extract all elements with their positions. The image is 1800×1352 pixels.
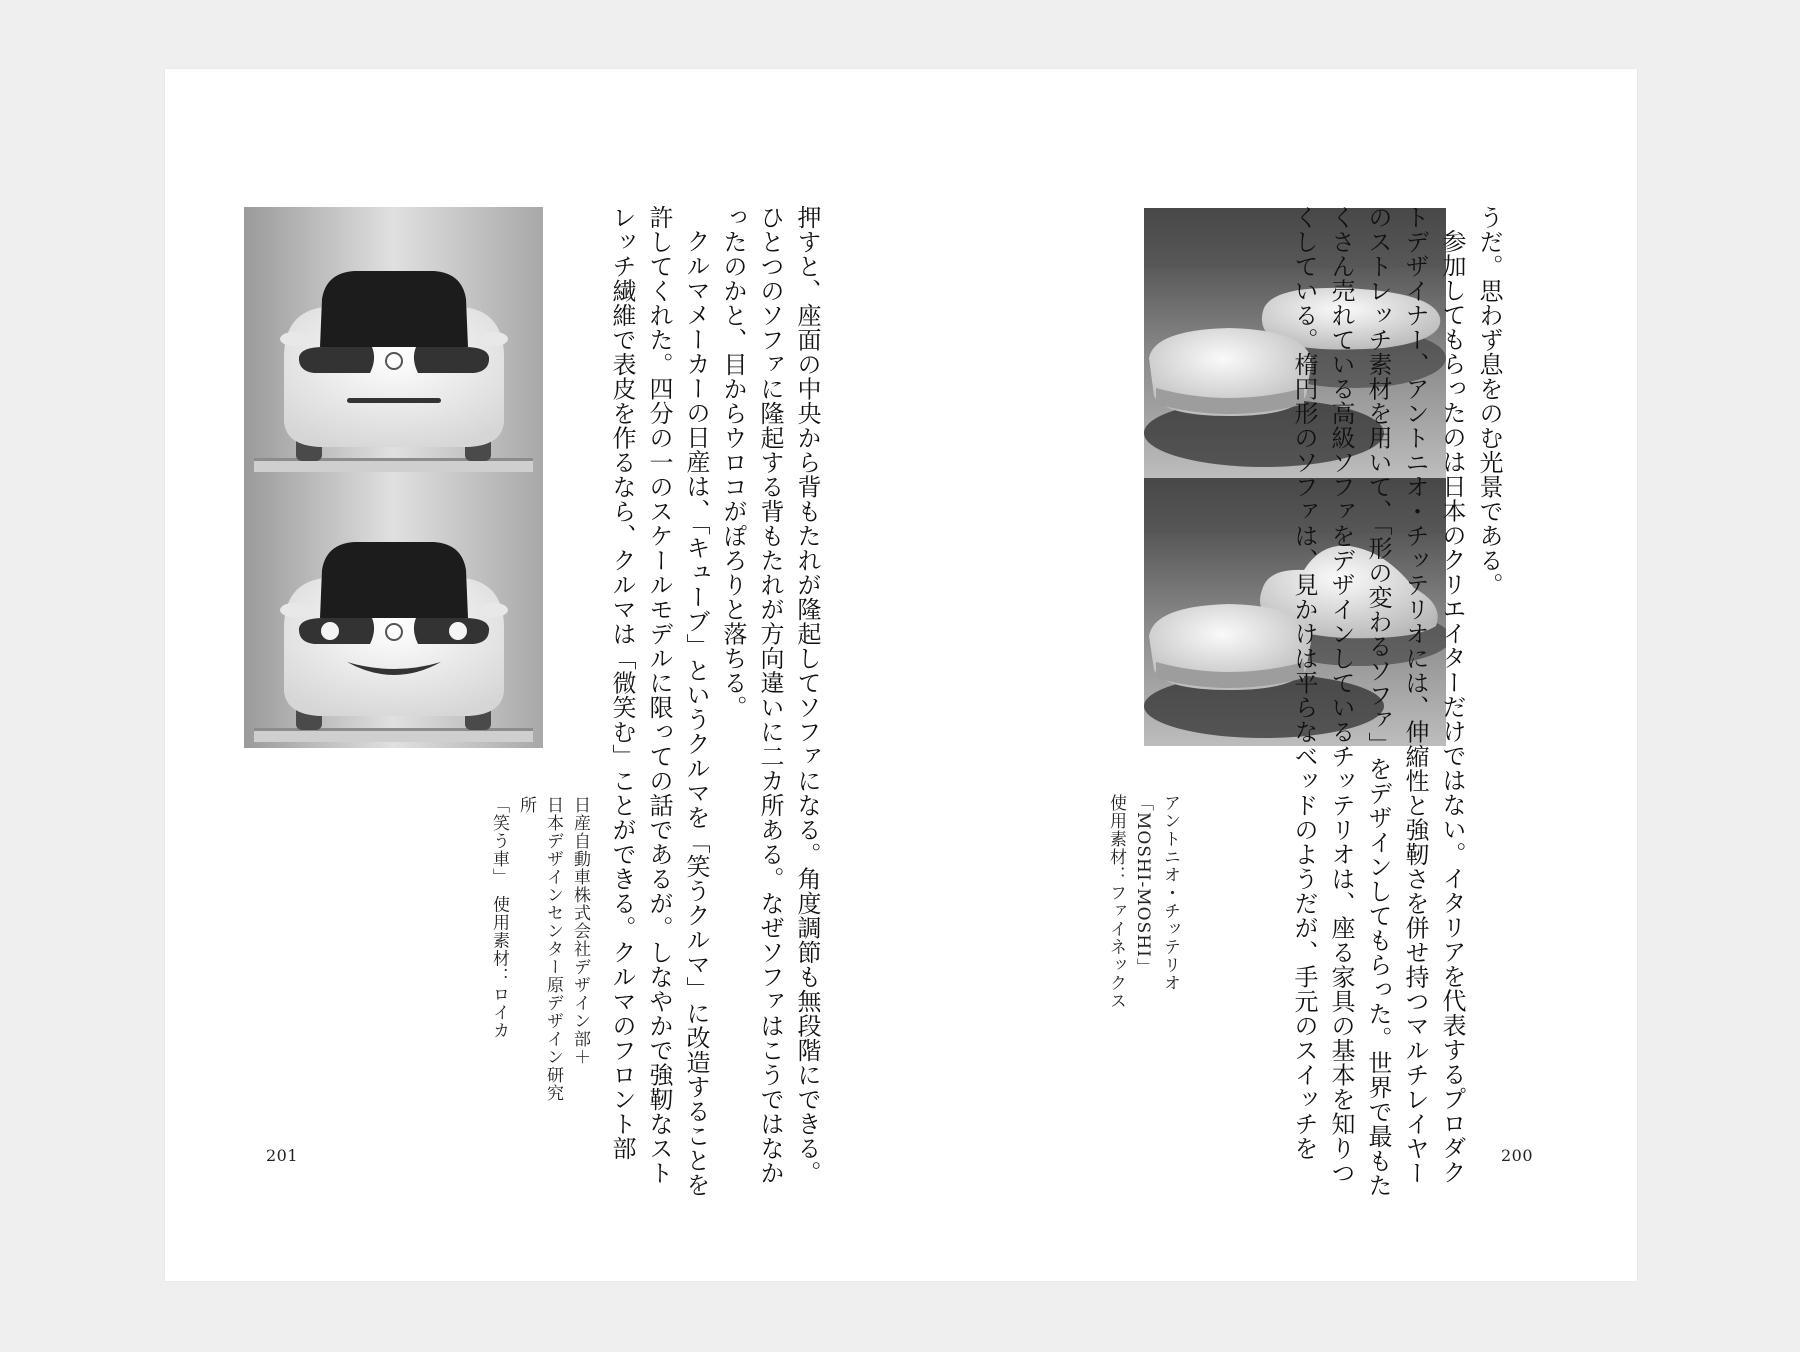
page-number: 201 xyxy=(266,1146,299,1165)
caption-line: 「MOSHI-MOSHI」 xyxy=(1133,794,1153,976)
car-photo-smiling xyxy=(244,478,543,748)
caption-moshi-moshi xyxy=(1102,794,1183,1094)
caption-line: 使用素材：ファイネックス xyxy=(1106,794,1126,1010)
page-200 xyxy=(901,69,1637,1281)
page-number: 200 xyxy=(1500,1146,1533,1165)
caption-laughing-car xyxy=(485,796,593,1116)
caption-line: 「笑う車」 使用素材：ロイカ xyxy=(489,796,509,1040)
body-text-200 xyxy=(1290,205,1507,1205)
page-201 xyxy=(165,69,901,1281)
body-text-201 xyxy=(585,205,825,1205)
paragraph: 参加してもらったのは日本のクリエイターだけではない。イタリアを代表するプロダクトデザイナー、アントニオ・チッテリオには、伸縮性と強靭さを併せ持つマルチレイヤーのストレッチ素材を用いて、「形の変わるソファ」をデザインしてもらった。世界で最もたくさん売れている高級ソファをデザインしているチッテリオは、座る家具の基本を知りつくしている。楕円形のソファは、見かけは平らなベッドのようだが、手元のスイッチを xyxy=(1290,205,1466,1198)
caption-line: アントニオ・チッテリオ xyxy=(1160,794,1180,992)
caption-line: 日産自動車株式会社デザイン部＋ xyxy=(570,796,590,1066)
car-neutral-illustration xyxy=(244,207,543,478)
book-spread xyxy=(165,69,1637,1281)
paragraph: うだ。思わず息をのむ光景である。 xyxy=(1475,205,1503,597)
car-smiling-illustration xyxy=(244,478,543,748)
caption-line: 日本デザインセンター原デザイン研究所 xyxy=(516,796,563,1102)
car-photo-neutral xyxy=(244,207,543,478)
paragraph: クルマメーカーの日産は、「キューブ」というクルマを「笑うクルマ」に改造することを許してくれた。四分の一のスケールモデルに限っての話であるが。しなやかで強靭なストレッチ繊維で表皮を作るなら、クルマは「微笑む」ことができる。クルマのフロント部 xyxy=(608,205,710,1197)
paragraph: 押すと、座面の中央から背もたれが隆起してソファになる。角度調節も無段階にできる。ひとつのソファに隆起する背もたれが方向違いに二カ所ある。なぜソファはこうではなかったのかと、目からウロコがぽろりと落ちる。 xyxy=(719,205,821,1185)
